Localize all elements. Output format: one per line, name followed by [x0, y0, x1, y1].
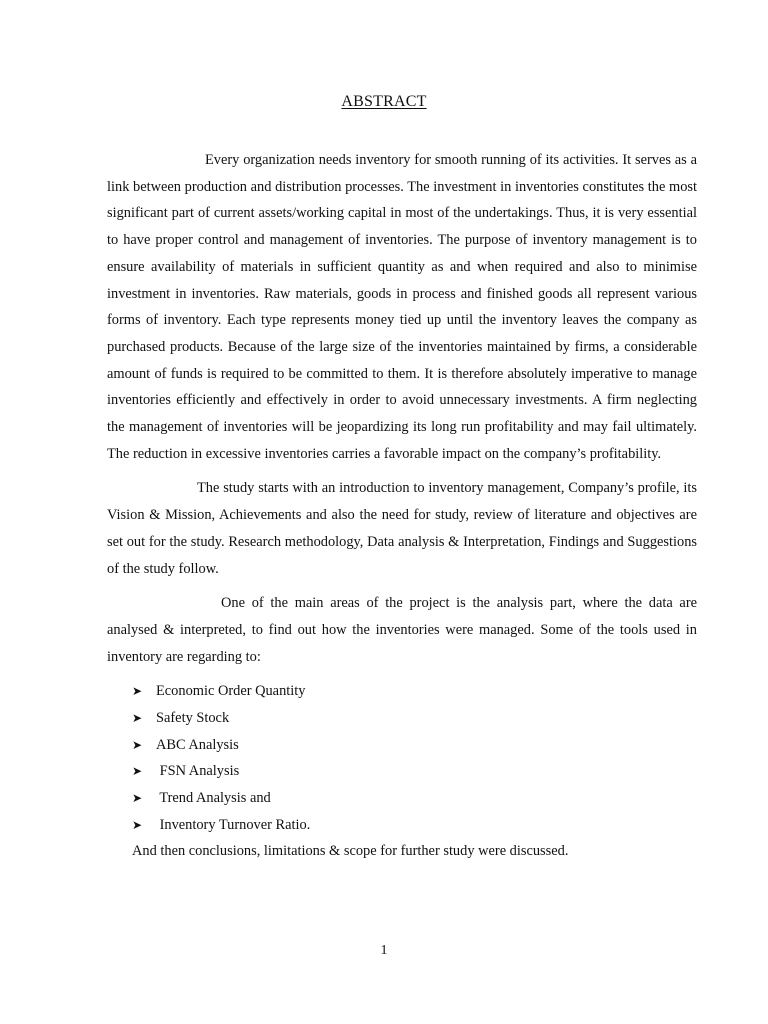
- list-item: [107, 785, 697, 812]
- list-item-text: Economic Order Quantity: [156, 683, 306, 700]
- closing-sentence: And then conclusions, limitations & scope for further study were discussed.: [132, 843, 569, 860]
- tools-list: [107, 678, 697, 838]
- list-item: [107, 812, 697, 839]
- arrowhead-bullet-icon: ➤: [132, 737, 143, 752]
- list-item-text: ABC Analysis: [156, 736, 239, 753]
- paragraph-3: One of the main areas of the project is the analysis part, where the data are analysed & interpreted, to find out how the inventories were managed. Some of the tools used in inventory are regarding to:: [107, 595, 697, 665]
- arrowhead-bullet-icon: ➤: [132, 817, 143, 832]
- page-number: 1: [380, 943, 388, 958]
- list-item-text: Safety Stock: [156, 710, 230, 727]
- list-item: [107, 758, 697, 785]
- list-item-text: Trend Analysis and: [156, 790, 271, 807]
- list-item: [107, 705, 697, 732]
- abstract-body: [107, 147, 697, 865]
- arrowhead-bullet-icon: ➤: [132, 684, 143, 699]
- paragraph-1: Every organization needs inventory for smooth running of its activities. It serves as a link between production and distribution processes. The investment in inventories constitutes the most significant part of current assets/working capital in most of the undertakings. Thus, it is very essential to have proper control and management of inventories. The purpose of inventory management is to ensure availability of materials in sufficient quantity as and when required and also to minimise investment in inventories. Raw materials, goods in process and finished goods all represent various forms of inventory. Each type represents money tied up until the inventory leaves the company as purchased products. Because of the large size of the inventories maintained by firms, a considerable amount of funds is required to be committed to them. It is therefore absolutely imperative to manage inventories efficiently and effectively in order to avoid unnecessary investments. A firm neglecting the management of inventories will be jeopardizing its long run profitability and may fail ultimately. The reduction in excessive inventories carries a favorable impact on the company’s profitability.: [107, 152, 697, 462]
- list-item-text: FSN Analysis: [156, 763, 240, 780]
- arrowhead-bullet-icon: ➤: [132, 791, 143, 806]
- arrowhead-bullet-icon: ➤: [132, 764, 143, 779]
- list-item-text: Inventory Turnover Ratio.: [156, 816, 311, 833]
- page-title: ABSTRACT: [341, 93, 427, 110]
- arrowhead-bullet-icon: ➤: [132, 711, 143, 726]
- paragraph-2: The study starts with an introduction to inventory management, Company’s profile, its Vision & Mission, Achievements and also the need for study, review of literature and objectives are set out for the study. Research methodology, Data analysis & Interpretation, Findings and Suggestions of the study follow.: [107, 480, 697, 577]
- list-item: [107, 678, 697, 705]
- list-item: [107, 732, 697, 759]
